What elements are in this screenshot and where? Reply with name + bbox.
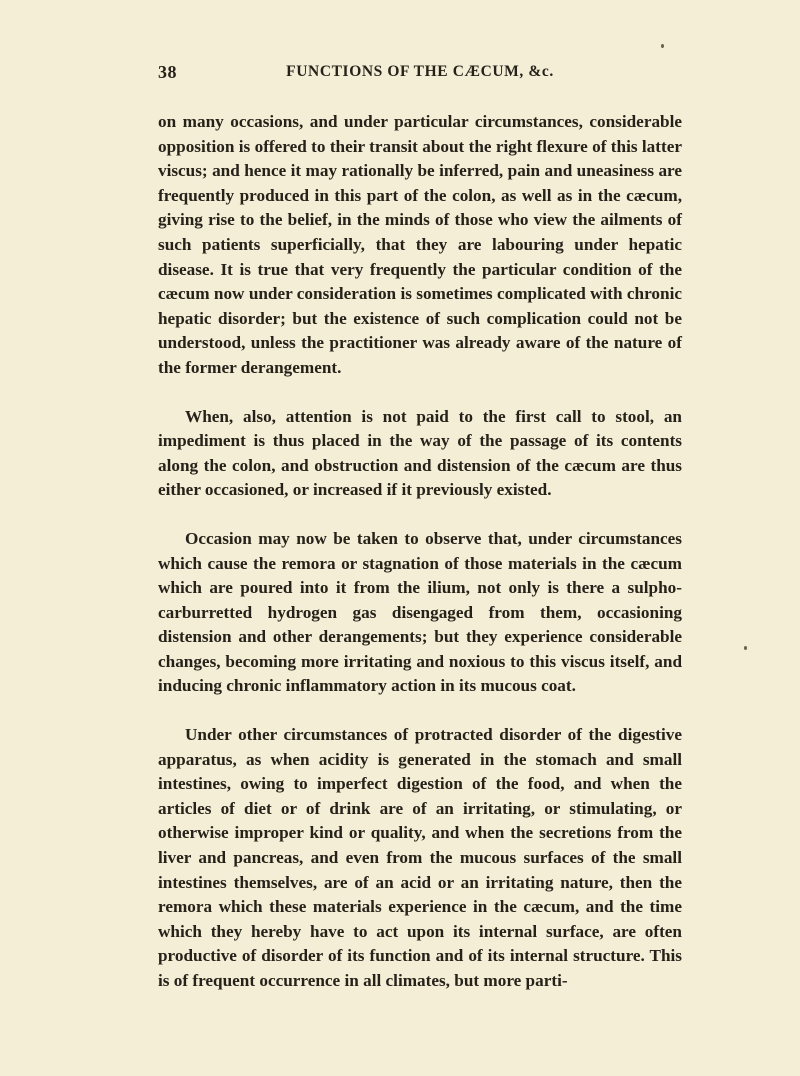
paragraph-2: When, also, attention is not paid to the first call to stool, an impediment is thus placed in the way of the passage of its contents along the colon, and obstruction and distension of the cæcum are thus either occasioned, or increased if it previously existed. — [158, 406, 682, 500]
running-head — [158, 62, 682, 92]
running-title: FUNCTIONS OF THE CÆCUM, &c. — [286, 63, 554, 80]
body-text — [158, 110, 682, 1018]
paragraph-3: Occasion may now be taken to observe that, under circumstances which cause the remora or stagnation of those materials in the cæcum which are poured into it from the ilium, not only is there a sulpho-carburretted hydrogen gas disengaged from them, occasioning distension and other derangements; but they experience considerable changes, becoming more irritating and noxious to this viscus itself, and inducing chronic inflammatory action in its mucous coat. — [158, 528, 682, 696]
paragraph-4: Under other circumstances of protracted disorder of the digestive apparatus, as when acidity is generated in the stomach and small intestines, owing to imperfect digestion of the food, and when the articles of diet or of drink are of an irritating, or stimulating, or otherwise improper kind or quality, and when the secretions from the liver and pancreas, and even from the mucous surfaces of the small intestines themselves, are of an acid or an irritating nature, then the remora which these materials experience in the cæcum, and the time which they hereby have to act upon its internal surface, are often productive of disorder of its function and of its internal structure. This is of frequent occurrence in all climates, but more parti- — [158, 725, 682, 990]
ink-speck — [661, 44, 664, 48]
ink-speck — [744, 646, 747, 650]
paragraph-1: on many occasions, and under particular circumstances, considerable opposition is offered to their transit about the right flexure of this latter viscus; and hence it may rationally be inferred, pain and uneasiness are frequently produced in this part of the colon, as well as in the cæcum, giving rise to the belief, in the minds of those who view the ailments of such patients superficially, that they are labouring under hepatic disease. It is true that very frequently the particular condition of the cæcum now under consideration is sometimes complicated with chronic hepatic disorder; but the existence of such complication could not be understood, unless the practitioner was already aware of the nature of the former derangement. — [158, 112, 682, 377]
page-number: 38 — [158, 62, 177, 82]
